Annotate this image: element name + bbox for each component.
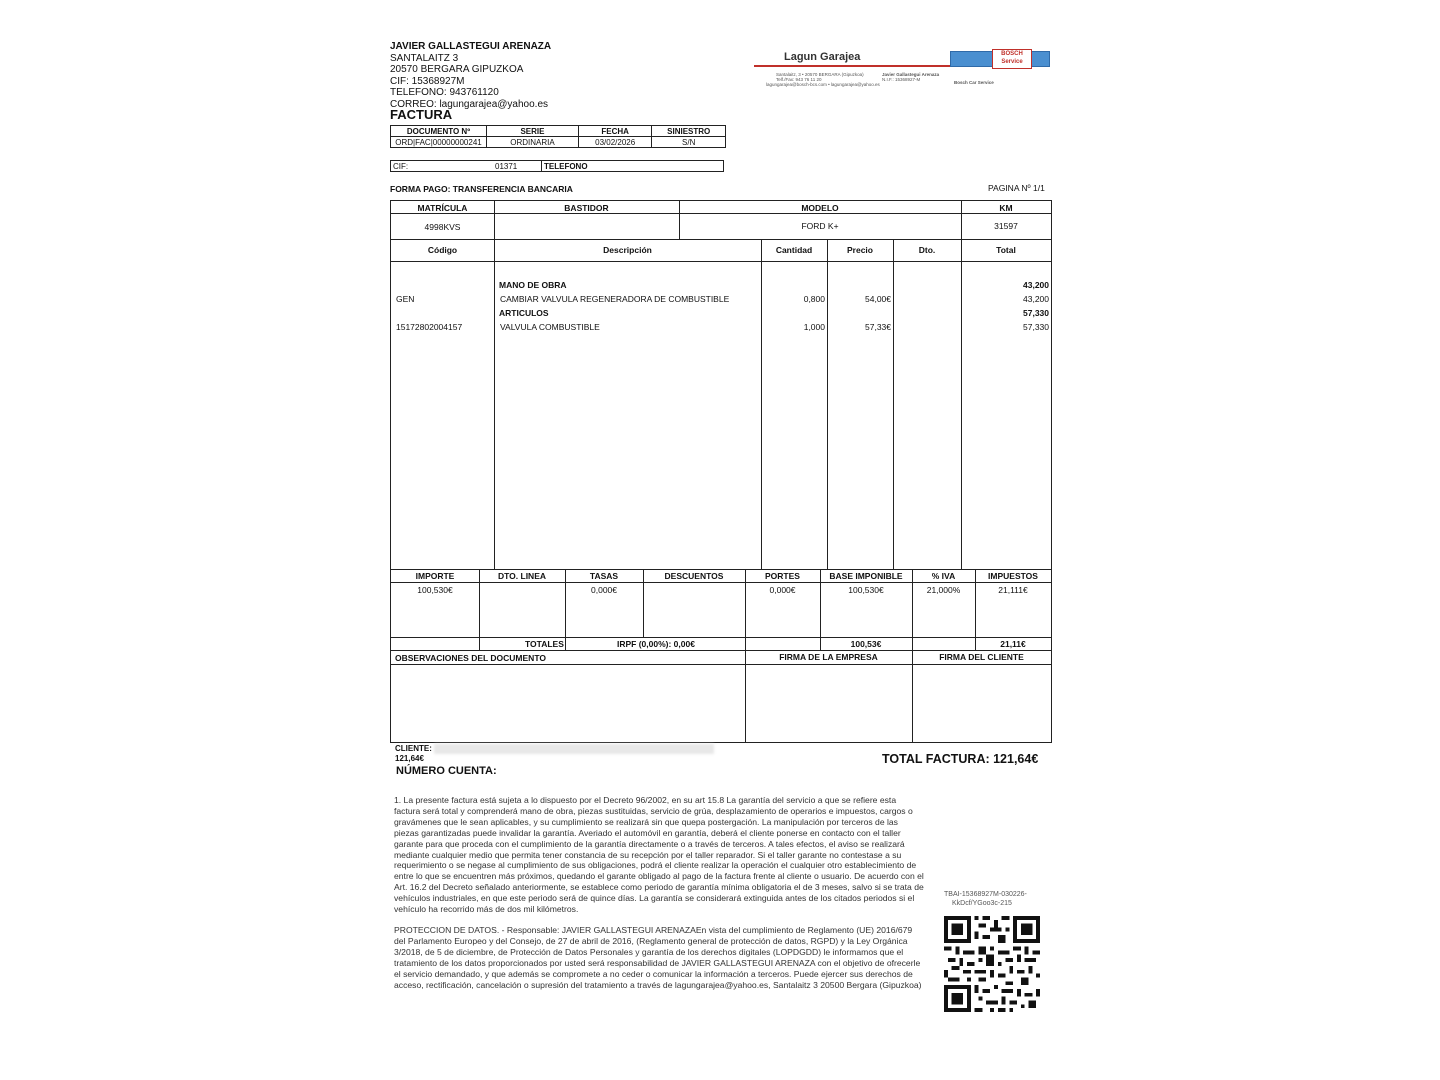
vehicle-matricula: 4998KVS bbox=[424, 222, 461, 232]
doc-header-siniestro: SINIESTRO bbox=[652, 126, 726, 137]
line-cantidad: 1,000 bbox=[803, 322, 825, 332]
line-codigo: GEN bbox=[396, 294, 415, 304]
doc-fecha: 03/02/2026 bbox=[578, 137, 652, 148]
col-header-descripcion: Descripción bbox=[603, 245, 652, 255]
numero-cuenta: NÚMERO CUENTA: bbox=[396, 765, 497, 777]
totales-label: TOTALES bbox=[525, 639, 564, 649]
sum-header-tasas: TASAS bbox=[589, 571, 619, 581]
doc-serie: ORDINARIA bbox=[487, 137, 579, 148]
sum-header-dto-linea: DTO. LINEA bbox=[497, 571, 546, 581]
section-total-mano-obra: 43,200 bbox=[1023, 280, 1049, 290]
cliente-amount: 121,64€ bbox=[395, 753, 424, 763]
vehicle-header-modelo: MODELO bbox=[801, 203, 839, 213]
company-logo bbox=[754, 48, 1054, 94]
cliente-label: CLIENTE: bbox=[395, 744, 432, 753]
cliente-block bbox=[395, 744, 714, 763]
logo-red-line bbox=[754, 65, 952, 67]
line-codigo: 15172802004157 bbox=[396, 322, 463, 332]
line-cantidad: 0,800 bbox=[803, 294, 825, 304]
vehicle-modelo: FORD K+ bbox=[801, 221, 839, 231]
sum-impuestos: 21,111€ bbox=[998, 585, 1028, 595]
company-cif: CIF: 15368927M bbox=[390, 75, 465, 87]
col-header-cantidad: Cantidad bbox=[775, 245, 813, 255]
line-precio: 54,00€ bbox=[865, 294, 891, 304]
company-telefono: TELEFONO: 943761120 bbox=[390, 87, 499, 99]
logo-owner: Javier Gallastegui Arenaza N.I.F.: 15368927-M bbox=[882, 72, 940, 82]
col-header-codigo: Código bbox=[427, 245, 458, 255]
forma-pago: FORMA PAGO: TRANSFERENCIA BANCARIA bbox=[390, 184, 573, 194]
company-name: JAVIER GALLASTEGUI ARENAZA bbox=[390, 41, 552, 52]
sum-portes: 0,000€ bbox=[769, 585, 796, 595]
observaciones-label: OBSERVACIONES DEL DOCUMENTO bbox=[395, 653, 546, 663]
line-total: 57,330 bbox=[1023, 322, 1049, 332]
section-title-mano-obra: MANO DE OBRA bbox=[499, 280, 567, 290]
line-descripcion: CAMBIAR VALVULA REGENERADORA DE COMBUSTIBLE bbox=[500, 294, 730, 304]
impuestos-total: 21,11€ bbox=[1000, 639, 1026, 649]
sum-header-descuentos: DESCUENTOS bbox=[664, 571, 724, 581]
col-header-precio: Precio bbox=[847, 245, 873, 255]
doc-header-fecha: FECHA bbox=[578, 126, 652, 137]
client-cif-row bbox=[390, 160, 724, 172]
line-total: 43,200 bbox=[1023, 294, 1049, 304]
firma-empresa-label: FIRMA DE LA EMPRESA bbox=[779, 652, 878, 662]
section-title-articulos: ARTICULOS bbox=[499, 308, 549, 318]
logo-title: Lagun Garajea bbox=[784, 51, 861, 63]
qr-code-icon bbox=[944, 916, 1040, 1012]
tbai-code: TBAI-15368927M-030226- KkDcf/YGoo3c-215 bbox=[944, 891, 1027, 907]
total-factura: TOTAL FACTURA: 121,64€ bbox=[882, 752, 1039, 766]
sum-base-imponible: 100,530€ bbox=[848, 585, 884, 595]
logo-address-lines: Santalaitz, 3 • 20570 BERGARA (Gipuzkoa) Telf./Fax: 943 76 11 20 lagungarajea@bosch-bcs.com • lagungarajea@yahoo.es bbox=[766, 72, 880, 87]
line-descripcion: VALVULA COMBUSTIBLE bbox=[500, 322, 600, 332]
sum-header-impuestos: IMPUESTOS bbox=[988, 571, 1038, 581]
cif-suffix: 01371 bbox=[495, 162, 518, 171]
logo-bcs: Bosch Car Service bbox=[954, 80, 994, 85]
col-header-dto: Dto. bbox=[918, 245, 936, 255]
irpf-line: IRPF (0,00%): 0,00€ bbox=[617, 639, 695, 649]
company-info bbox=[390, 41, 551, 111]
telefono-label: TELEFONO bbox=[544, 162, 588, 171]
sum-header-importe: IMPORTE bbox=[415, 571, 455, 581]
sum-header-portes: PORTES bbox=[765, 571, 800, 581]
doc-header-serie: SERIE bbox=[487, 126, 579, 137]
section-total-articulos: 57,330 bbox=[1023, 308, 1049, 318]
sum-iva: 21,000% bbox=[926, 585, 961, 595]
doc-siniestro: S/N bbox=[652, 137, 726, 148]
line-precio: 57,33€ bbox=[865, 322, 891, 332]
company-city: 20570 BERGARA GIPUZKOA bbox=[390, 64, 524, 76]
cif-label: CIF: bbox=[393, 162, 409, 171]
vehicle-km: 31597 bbox=[994, 221, 1018, 231]
vehicle-header-km: KM bbox=[999, 203, 1013, 213]
doc-header-numero: DOCUMENTO Nº bbox=[391, 126, 487, 137]
sum-importe: 100,530€ bbox=[417, 585, 453, 595]
redacted-cliente bbox=[434, 744, 714, 754]
sum-tasas: 0,000€ bbox=[591, 585, 617, 595]
garantia-paragraph: 1. La presente factura está sujeta a lo dispuesto por el Decreto 96/2002, en su art 15.8 La garantía del servicio a que se refiere esta factura será total y comprenderá mano de obra, piezas sustituidas, servicio de grúa, desplazamiento de operarios e impuestos, cargos o gravámenes que le sean aplicables, y su cumplimiento se realizará sin que quepa postergación. La manipulación por terceros de las piezas garantizadas puede invalidar la garantía. Averiado el automóvil en garantía, deberá el cliente ponerse en contacto con el taller garante para que proceda con el cumplimiento de la garantía directamente o a través de terceros. A tales efectos, el aviso se realizará mediante cualquier medio que permita tener constancia de su recepción por el taller reparador. Si el taller garante no contestase a su requerimiento o se negase al cumplimiento de sus obligaciones, podrá el cliente realizar la operación el cualquier otro establecimiento de entre lo que se encuentren más próximos, quedando el garante obligado al pago de la factura frente al cliente o usuario. De acuerdo con el Art. 16.2 del Decreto señalado anteriormente, se establece como periodo de garantía mínima obligatoria el de 3 meses, salvo si se trata de vehículos industriales, en que este periodo será de quince días. La garantía se considerará extinguida antes de los citados periodos si el vehículo ha recorrido más de dos mil kilómetros. bbox=[394, 795, 924, 915]
bosch-logo-icon: BOSCH Service bbox=[992, 49, 1032, 69]
pagina-number: PAGINA Nº 1/1 bbox=[988, 183, 1045, 193]
firma-cliente-label: FIRMA DEL CLIENTE bbox=[939, 652, 1024, 662]
vehicle-header-matricula: MATRÍCULA bbox=[417, 203, 468, 213]
company-correo: CORREO: lagungarajea@yahoo.es bbox=[390, 98, 549, 110]
sum-header-iva: % IVA bbox=[931, 571, 956, 581]
invoice-body bbox=[390, 200, 1052, 743]
proteccion-datos-paragraph: PROTECCION DE DATOS. - Responsable: JAVIER GALLASTEGUI ARENAZAEn vista del cumplimiento de Reglamento (UE) 2016/679 del Parlamento Europeo y del Consejo, de 27 de abril de 2016, (Reglamento general de protección de datos, RGPD) y la Ley Orgánica 3/2018, de 5 de diciembre, de Protección de Datos Personales y garantía de los derechos digitales (LOPDGDD) le informamos que el tratamiento de los datos proporcionados por usted será responsabilidad de JAVIER GALLASTEGUI ARENAZA con el objetivo de ofrecerle el servicio demandado, y que además se compromete a no ceder o comunicar la información a terceros. Puede ejercer sus derechos de acceso, rectificación, cancelación o supresión del tratamiento a través de lagungarajea@yahoo.es, Santalaitz 3 20500 Bergara (Gipuzkoa) bbox=[394, 924, 922, 990]
company-address: SANTALAITZ 3 bbox=[390, 52, 459, 64]
base-total: 100,53€ bbox=[850, 639, 882, 649]
doc-numero: ORD|FAC|00000000241 bbox=[391, 137, 487, 148]
document-info-table bbox=[390, 125, 726, 148]
col-header-total: Total bbox=[996, 245, 1016, 255]
vehicle-header-bastidor: BASTIDOR bbox=[564, 203, 609, 213]
legal-text bbox=[394, 795, 924, 1000]
sum-header-base-imponible: BASE IMPONIBLE bbox=[829, 571, 903, 581]
document-title: FACTURA bbox=[390, 107, 453, 122]
